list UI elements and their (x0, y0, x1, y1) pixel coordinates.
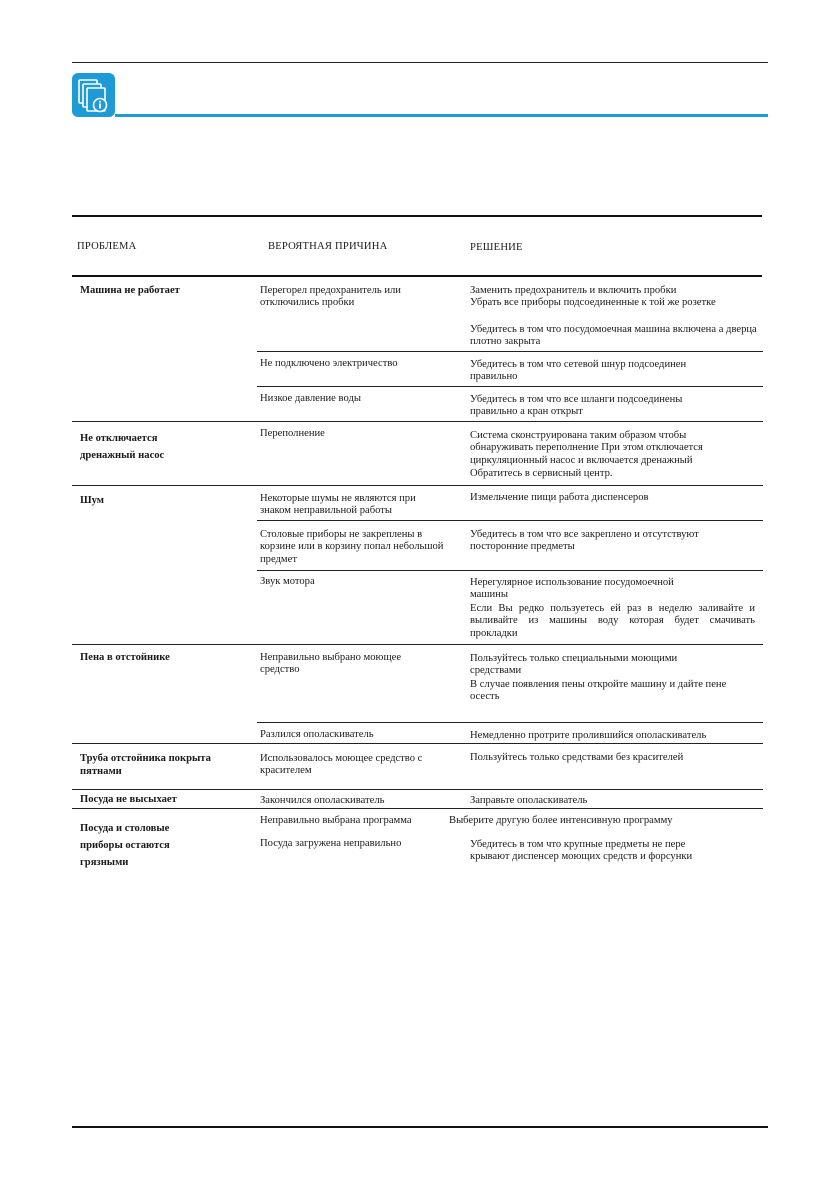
row-divider (257, 570, 763, 571)
cause-cell: Не подключено электричество (260, 358, 398, 369)
row-divider (257, 386, 763, 387)
solution-cell: Пользуйтесь только средствами без красителей (470, 752, 684, 763)
cause-cell: Перегорел предохранитель или отключились пробки (260, 285, 401, 309)
cause-cell: Посуда загружена неправильно (260, 838, 402, 849)
solution-cell: Немедленно протрите пролившийся ополаскиватель (470, 730, 707, 741)
document-info-icon (72, 73, 115, 117)
header-bottom-rule (72, 275, 762, 277)
solution-cell: Убедитесь в том что все шланги подсоединены правильно а кран открыт (470, 394, 683, 418)
cause-cell: Звук мотора (260, 576, 315, 587)
row-divider (257, 520, 763, 521)
problem-cell: Труба отстойника покрыта пятнами (80, 753, 211, 777)
solution-cell: Пользуйтесь только специальными моющими средствами (470, 653, 678, 677)
header-solution: РЕШЕНИЕ (470, 242, 523, 253)
solution-cell: Убедитесь в том что посудомоечная машина включена а дверца плотно закрыта (470, 324, 757, 348)
cause-cell: Переполнение (260, 428, 325, 439)
problem-cell: Посуда и столовые приборы остаются грязными (80, 823, 170, 868)
cause-cell: Неправильно выбрано моющее средство (260, 652, 402, 676)
row-divider (257, 722, 763, 723)
accent-rule (115, 114, 768, 117)
row-divider (72, 644, 763, 645)
solution-cell: Убедитесь в том что все закреплено и отсутствуют посторонние предметы (470, 529, 699, 553)
solution-cell: В случае появления пены откройте машину и дайте пене осесть (470, 679, 727, 703)
row-divider (72, 743, 763, 744)
problem-cell: Пена в отстойнике (80, 652, 170, 663)
problem-cell: Не отключается дренажный насос (80, 433, 165, 461)
problem-cell: Машина не работает (80, 285, 180, 296)
cause-cell: Использовалось моющее средство с красителем (260, 753, 423, 777)
solution-cell: Измельчение пищи работа диспенсеров (470, 492, 649, 503)
row-divider (72, 808, 763, 809)
row-divider (72, 789, 763, 790)
problem-cell: Посуда не высыхает (80, 794, 177, 805)
solution-cell: Если Вы редко пользуетесь ей раз в неделю заливайте и выливайте из машины воду которая будет смачивать прокладки (470, 603, 755, 639)
problem-cell: Шум (80, 495, 105, 506)
cause-cell: Закончился ополаскиватель (260, 795, 385, 806)
header-cause: ВЕРОЯТНАЯ ПРИЧИНА (268, 241, 388, 252)
solution-cell: Система сконструирована таким образом чтобы обнаруживать переполнение При этом отключается циркуляционный насос и включается дренажный (470, 430, 703, 466)
solution-cell: Заменить предохранитель и включить пробки (470, 285, 677, 296)
solution-cell: Нерегулярное использование посудомоечной машины (470, 577, 674, 601)
solution-cell: Убедитесь в том что сетевой шнур подсоединен правильно (470, 359, 687, 383)
table-top-rule (72, 215, 762, 217)
row-divider (72, 421, 763, 422)
row-divider (72, 485, 763, 486)
cause-cell: Низкое давление воды (260, 393, 361, 404)
solution-cell: Убедитесь в том что крупные предметы не пере крывают диспенсер моющих средств и форсунки (470, 839, 693, 863)
cause-cell: Разлился ополаскиватель (260, 729, 374, 740)
cause-cell: Неправильно выбрана программа (260, 815, 412, 826)
solution-cell: Обратитесь в сервисный центр. (470, 468, 613, 479)
footer-rule (72, 1126, 768, 1128)
header-problem: ПРОБЛЕМА (77, 241, 137, 252)
solution-cell: Выберите другую более интенсивную программу (449, 815, 673, 826)
solution-cell: Убрать все приборы подсоединенные к той же розетке (470, 297, 716, 308)
cause-cell: Столовые приборы не закреплены в корзине или в корзину попал небольшой предмет (260, 529, 444, 565)
row-divider (257, 351, 763, 352)
top-rule (72, 62, 768, 63)
cause-cell: Некоторые шумы не являются при знаком неправильной работы (260, 493, 416, 517)
solution-cell: Заправьте ополаскиватель (470, 795, 588, 806)
